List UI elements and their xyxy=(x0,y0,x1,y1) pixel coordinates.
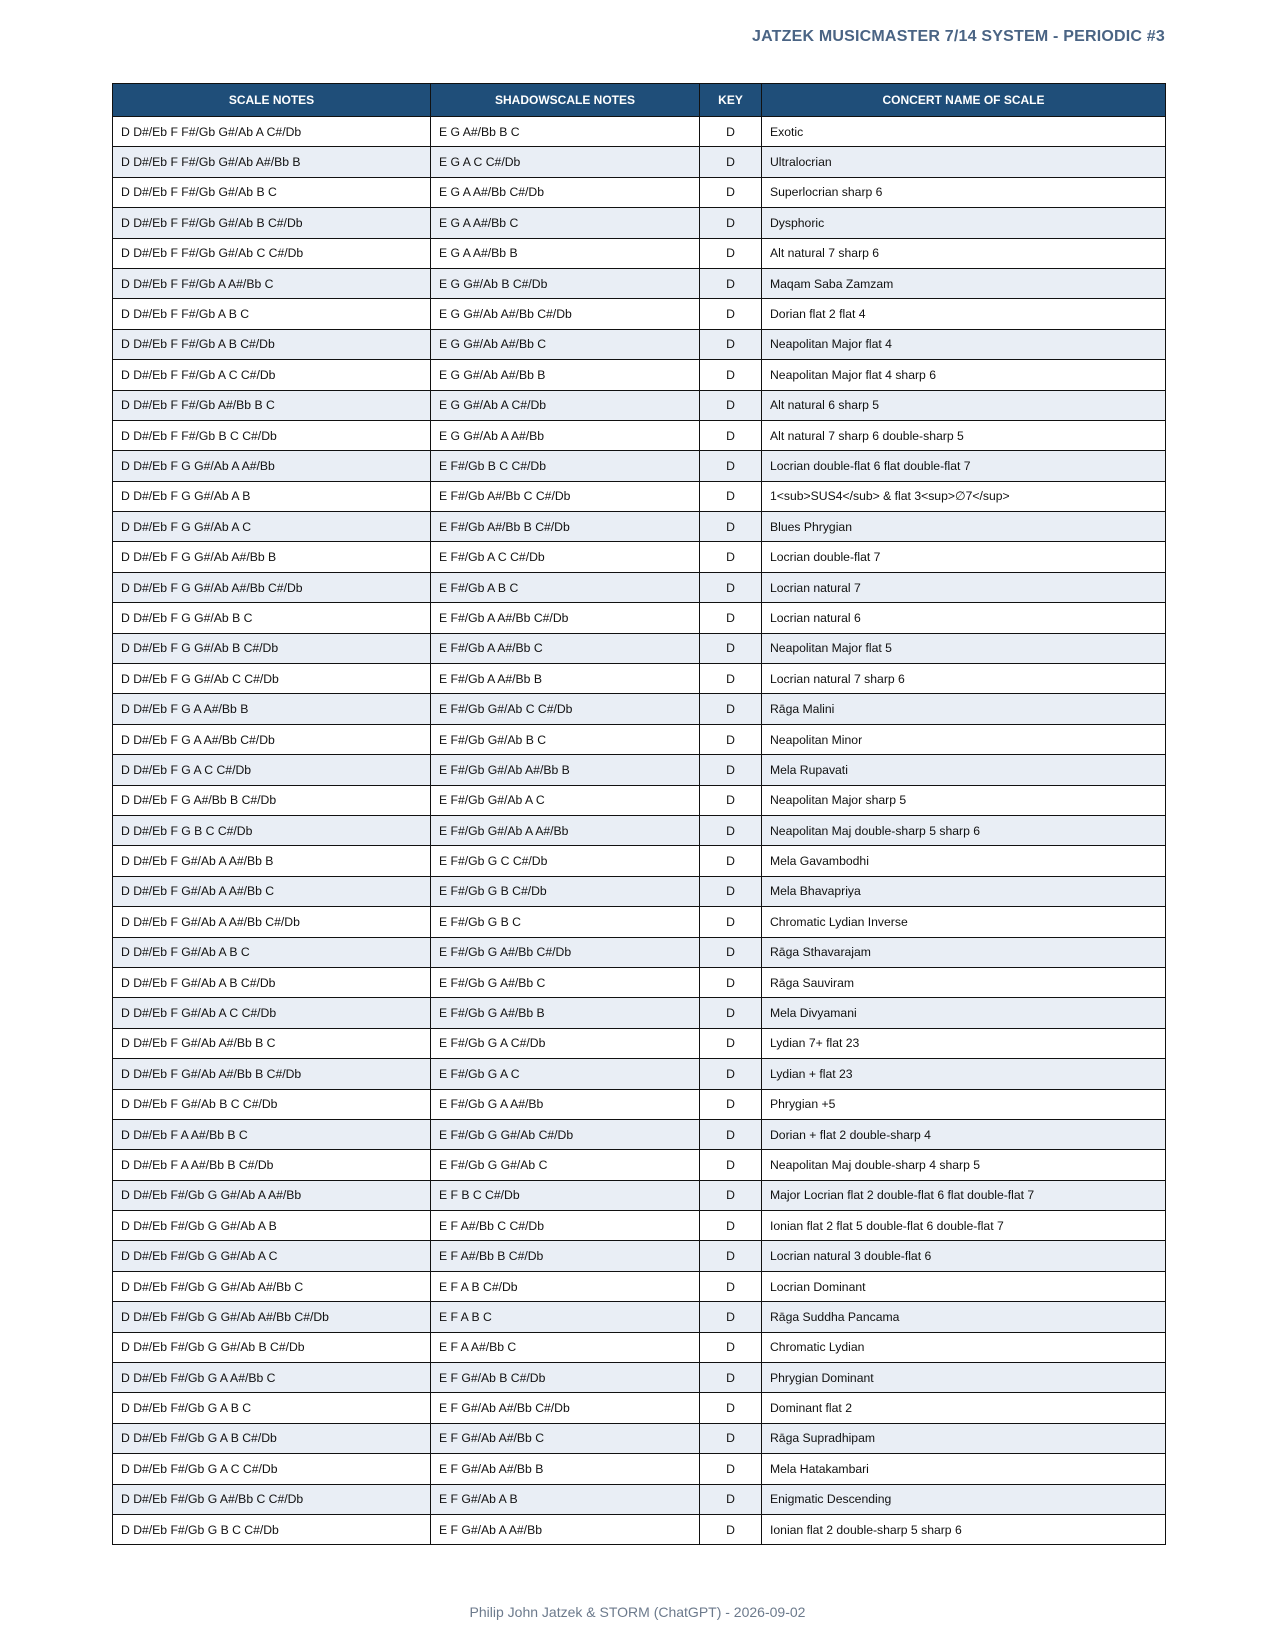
scale-notes-cell: D D#/Eb F F#/Gb B C C#/Db xyxy=(113,420,431,450)
shadowscale-notes-cell: E F#/Gb A A#/Bb B xyxy=(431,664,700,694)
key-cell: D xyxy=(700,512,762,542)
concert-name-cell: Enigmatic Descending xyxy=(762,1484,1166,1514)
concert-name-cell: Neapolitan Major flat 4 xyxy=(762,329,1166,359)
table-row xyxy=(113,360,1166,390)
scale-notes-cell: D D#/Eb F#/Gb G A B C xyxy=(113,1393,431,1423)
scale-notes-cell: D D#/Eb F F#/Gb A#/Bb B C xyxy=(113,390,431,420)
concert-name-cell: Mela Bhavapriya xyxy=(762,876,1166,906)
shadowscale-notes-cell: E G A C C#/Db xyxy=(431,147,700,177)
table-row xyxy=(113,876,1166,906)
key-cell: D xyxy=(700,1454,762,1484)
scale-notes-cell: D D#/Eb F#/Gb G G#/Ab B C#/Db xyxy=(113,1332,431,1362)
concert-name-cell: Rāga Supradhipam xyxy=(762,1423,1166,1453)
scale-notes-cell: D D#/Eb F G A A#/Bb B xyxy=(113,694,431,724)
shadowscale-notes-cell: E F G#/Ab A#/Bb C#/Db xyxy=(431,1393,700,1423)
table-row xyxy=(113,542,1166,572)
table-row xyxy=(113,1180,1166,1210)
table-row xyxy=(113,1423,1166,1453)
concert-name-cell: Ionian flat 2 double-sharp 5 sharp 6 xyxy=(762,1514,1166,1544)
shadowscale-notes-cell: E G G#/Ab A A#/Bb xyxy=(431,420,700,450)
concert-name-cell: Dorian + flat 2 double-sharp 4 xyxy=(762,1119,1166,1149)
key-cell: D xyxy=(700,147,762,177)
concert-name-cell: Alt natural 7 sharp 6 xyxy=(762,238,1166,268)
key-cell: D xyxy=(700,299,762,329)
scale-notes-cell: D D#/Eb F#/Gb G B C C#/Db xyxy=(113,1514,431,1544)
key-cell: D xyxy=(700,1271,762,1301)
scale-notes-cell: D D#/Eb F G G#/Ab B C xyxy=(113,603,431,633)
key-cell: D xyxy=(700,481,762,511)
concert-name-cell: Phrygian +5 xyxy=(762,1089,1166,1119)
document-footer: Philip John Jatzek & STORM (ChatGPT) - 2026-09-02 xyxy=(469,1604,806,1620)
scale-notes-cell: D D#/Eb F F#/Gb A C C#/Db xyxy=(113,360,431,390)
shadowscale-notes-cell: E F A B C#/Db xyxy=(431,1271,700,1301)
key-cell: D xyxy=(700,633,762,663)
scale-notes-cell: D D#/Eb F F#/Gb G#/Ab B C xyxy=(113,177,431,207)
table-row xyxy=(113,329,1166,359)
table-row xyxy=(113,785,1166,815)
scale-notes-cell: D D#/Eb F F#/Gb A B C#/Db xyxy=(113,329,431,359)
shadowscale-notes-cell: E F G#/Ab B C#/Db xyxy=(431,1363,700,1393)
concert-name-cell: Rāga Suddha Pancama xyxy=(762,1302,1166,1332)
table-row xyxy=(113,572,1166,602)
key-cell: D xyxy=(700,1423,762,1453)
table-row xyxy=(113,755,1166,785)
table-row xyxy=(113,724,1166,754)
scale-notes-cell: D D#/Eb F G#/Ab B C C#/Db xyxy=(113,1089,431,1119)
shadowscale-notes-cell: E F A#/Bb B C#/Db xyxy=(431,1241,700,1271)
scale-notes-cell: D D#/Eb F G G#/Ab A#/Bb C#/Db xyxy=(113,572,431,602)
shadowscale-notes-cell: E F#/Gb G#/Ab C C#/Db xyxy=(431,694,700,724)
shadowscale-notes-cell: E F#/Gb G A#/Bb C#/Db xyxy=(431,937,700,967)
shadowscale-notes-cell: E G G#/Ab A#/Bb C#/Db xyxy=(431,299,700,329)
shadowscale-notes-cell: E F#/Gb G C C#/Db xyxy=(431,846,700,876)
shadowscale-notes-cell: E F G#/Ab A B xyxy=(431,1484,700,1514)
key-cell: D xyxy=(700,1332,762,1362)
concert-name-cell: Blues Phrygian xyxy=(762,512,1166,542)
shadowscale-notes-cell: E F G#/Ab A#/Bb C xyxy=(431,1423,700,1453)
key-cell: D xyxy=(700,451,762,481)
table-row xyxy=(113,1089,1166,1119)
shadowscale-notes-cell: E F#/Gb G A C#/Db xyxy=(431,1028,700,1058)
concert-name-cell: Chromatic Lydian xyxy=(762,1332,1166,1362)
key-cell: D xyxy=(700,1180,762,1210)
scale-notes-cell: D D#/Eb F G#/Ab A#/Bb B C xyxy=(113,1028,431,1058)
concert-name-cell: Locrian Dominant xyxy=(762,1271,1166,1301)
key-cell: D xyxy=(700,907,762,937)
concert-name-cell: 1<sub>SUS4</sub> & flat 3<sup>∅7</sup> xyxy=(762,481,1166,511)
scale-notes-cell: D D#/Eb F#/Gb G A#/Bb C C#/Db xyxy=(113,1484,431,1514)
shadowscale-notes-cell: E F#/Gb A#/Bb C C#/Db xyxy=(431,481,700,511)
key-cell: D xyxy=(700,420,762,450)
shadowscale-notes-cell: E G A A#/Bb C xyxy=(431,208,700,238)
shadowscale-notes-cell: E F#/Gb B C C#/Db xyxy=(431,451,700,481)
table-row xyxy=(113,512,1166,542)
table-row xyxy=(113,481,1166,511)
key-cell: D xyxy=(700,1028,762,1058)
scale-notes-cell: D D#/Eb F F#/Gb A B C xyxy=(113,299,431,329)
concert-name-cell: Neapolitan Maj double-sharp 5 sharp 6 xyxy=(762,815,1166,845)
concert-name-cell: Lydian 7+ flat 23 xyxy=(762,1028,1166,1058)
scale-notes-cell: D D#/Eb F G#/Ab A B C xyxy=(113,937,431,967)
scale-notes-cell: D D#/Eb F G G#/Ab A B xyxy=(113,481,431,511)
scale-notes-cell: D D#/Eb F G A A#/Bb C#/Db xyxy=(113,724,431,754)
table-row xyxy=(113,238,1166,268)
table-row xyxy=(113,1241,1166,1271)
scale-notes-cell: D D#/Eb F F#/Gb G#/Ab A C#/Db xyxy=(113,117,431,147)
shadowscale-notes-cell: E F B C C#/Db xyxy=(431,1180,700,1210)
shadowscale-notes-cell: E F#/Gb G A#/Bb C xyxy=(431,967,700,997)
concert-name-cell: Neapolitan Minor xyxy=(762,724,1166,754)
concert-name-cell: Locrian natural 7 xyxy=(762,572,1166,602)
table-row xyxy=(113,664,1166,694)
concert-name-cell: Rāga Malini xyxy=(762,694,1166,724)
key-cell: D xyxy=(700,1150,762,1180)
scale-notes-cell: D D#/Eb F G#/Ab A#/Bb B C#/Db xyxy=(113,1059,431,1089)
scale-notes-cell: D D#/Eb F#/Gb G A C C#/Db xyxy=(113,1454,431,1484)
table-header-row xyxy=(113,84,1166,117)
key-cell: D xyxy=(700,1211,762,1241)
shadowscale-notes-cell: E F#/Gb G A C xyxy=(431,1059,700,1089)
table-row xyxy=(113,937,1166,967)
column-header-scale-notes: SCALE NOTES xyxy=(113,84,431,117)
shadowscale-notes-cell: E G G#/Ab A#/Bb B xyxy=(431,360,700,390)
shadowscale-notes-cell: E F#/Gb G A A#/Bb xyxy=(431,1089,700,1119)
shadowscale-notes-cell: E F#/Gb G B C xyxy=(431,907,700,937)
table-row xyxy=(113,846,1166,876)
scale-notes-cell: D D#/Eb F G G#/Ab A C xyxy=(113,512,431,542)
table-row xyxy=(113,268,1166,298)
concert-name-cell: Locrian natural 3 double-flat 6 xyxy=(762,1241,1166,1271)
key-cell: D xyxy=(700,937,762,967)
table-row xyxy=(113,1484,1166,1514)
key-cell: D xyxy=(700,876,762,906)
scale-notes-cell: D D#/Eb F G G#/Ab A#/Bb B xyxy=(113,542,431,572)
concert-name-cell: Ionian flat 2 flat 5 double-flat 6 double-flat 7 xyxy=(762,1211,1166,1241)
shadowscale-notes-cell: E G A A#/Bb C#/Db xyxy=(431,177,700,207)
concert-name-cell: Superlocrian sharp 6 xyxy=(762,177,1166,207)
scales-table xyxy=(112,83,1166,1545)
scale-notes-cell: D D#/Eb F#/Gb G G#/Ab A A#/Bb xyxy=(113,1180,431,1210)
table-row xyxy=(113,907,1166,937)
table-row xyxy=(113,1150,1166,1180)
table-row xyxy=(113,1514,1166,1544)
key-cell: D xyxy=(700,785,762,815)
table-row xyxy=(113,390,1166,420)
key-cell: D xyxy=(700,177,762,207)
table-row xyxy=(113,1211,1166,1241)
concert-name-cell: Rāga Sthavarajam xyxy=(762,937,1166,967)
shadowscale-notes-cell: E F#/Gb G A#/Bb B xyxy=(431,998,700,1028)
table-row xyxy=(113,1393,1166,1423)
scale-notes-cell: D D#/Eb F#/Gb G A B C#/Db xyxy=(113,1423,431,1453)
key-cell: D xyxy=(700,998,762,1028)
table-row xyxy=(113,147,1166,177)
concert-name-cell: Mela Rupavati xyxy=(762,755,1166,785)
table-body xyxy=(113,117,1166,1545)
table-row xyxy=(113,420,1166,450)
scale-notes-cell: D D#/Eb F G G#/Ab A A#/Bb xyxy=(113,451,431,481)
concert-name-cell: Rāga Sauviram xyxy=(762,967,1166,997)
shadowscale-notes-cell: E F A B C xyxy=(431,1302,700,1332)
key-cell: D xyxy=(700,542,762,572)
shadowscale-notes-cell: E G A A#/Bb B xyxy=(431,238,700,268)
scale-notes-cell: D D#/Eb F G G#/Ab C C#/Db xyxy=(113,664,431,694)
concert-name-cell: Maqam Saba Zamzam xyxy=(762,268,1166,298)
scale-notes-cell: D D#/Eb F G#/Ab A B C#/Db xyxy=(113,967,431,997)
table-row xyxy=(113,603,1166,633)
shadowscale-notes-cell: E F#/Gb G#/Ab A A#/Bb xyxy=(431,815,700,845)
document-title: JATZEK MUSICMASTER 7/14 SYSTEM - PERIODIC #3 xyxy=(751,28,1165,45)
table-row xyxy=(113,1028,1166,1058)
concert-name-cell: Neapolitan Major flat 5 xyxy=(762,633,1166,663)
concert-name-cell: Lydian + flat 23 xyxy=(762,1059,1166,1089)
scale-notes-cell: D D#/Eb F F#/Gb A A#/Bb C xyxy=(113,268,431,298)
table-row xyxy=(113,208,1166,238)
concert-name-cell: Alt natural 6 sharp 5 xyxy=(762,390,1166,420)
table-row xyxy=(113,1059,1166,1089)
concert-name-cell: Neapolitan Maj double-sharp 4 sharp 5 xyxy=(762,1150,1166,1180)
concert-name-cell: Neapolitan Major flat 4 sharp 6 xyxy=(762,360,1166,390)
table-row xyxy=(113,815,1166,845)
shadowscale-notes-cell: E F A#/Bb C C#/Db xyxy=(431,1211,700,1241)
table-row xyxy=(113,1271,1166,1301)
concert-name-cell: Exotic xyxy=(762,117,1166,147)
table-row xyxy=(113,1454,1166,1484)
key-cell: D xyxy=(700,572,762,602)
key-cell: D xyxy=(700,1089,762,1119)
table-row xyxy=(113,117,1166,147)
scale-notes-cell: D D#/Eb F G#/Ab A A#/Bb B xyxy=(113,846,431,876)
table-row xyxy=(113,1332,1166,1362)
key-cell: D xyxy=(700,846,762,876)
key-cell: D xyxy=(700,208,762,238)
table-row xyxy=(113,1119,1166,1149)
column-header-key: KEY xyxy=(700,84,762,117)
scale-notes-cell: D D#/Eb F G A#/Bb B C#/Db xyxy=(113,785,431,815)
scale-notes-cell: D D#/Eb F F#/Gb G#/Ab C C#/Db xyxy=(113,238,431,268)
concert-name-cell: Mela Gavambodhi xyxy=(762,846,1166,876)
key-cell: D xyxy=(700,1119,762,1149)
table-row xyxy=(113,1302,1166,1332)
concert-name-cell: Dorian flat 2 flat 4 xyxy=(762,299,1166,329)
key-cell: D xyxy=(700,390,762,420)
shadowscale-notes-cell: E F A A#/Bb C xyxy=(431,1332,700,1362)
shadowscale-notes-cell: E F#/Gb A A#/Bb C xyxy=(431,633,700,663)
concert-name-cell: Phrygian Dominant xyxy=(762,1363,1166,1393)
shadowscale-notes-cell: E F#/Gb G#/Ab A#/Bb B xyxy=(431,755,700,785)
concert-name-cell: Dysphoric xyxy=(762,208,1166,238)
key-cell: D xyxy=(700,603,762,633)
concert-name-cell: Alt natural 7 sharp 6 double-sharp 5 xyxy=(762,420,1166,450)
table-row xyxy=(113,177,1166,207)
shadowscale-notes-cell: E G G#/Ab A#/Bb C xyxy=(431,329,700,359)
shadowscale-notes-cell: E F#/Gb G B C#/Db xyxy=(431,876,700,906)
key-cell: D xyxy=(700,694,762,724)
key-cell: D xyxy=(700,1363,762,1393)
shadowscale-notes-cell: E G G#/Ab A C#/Db xyxy=(431,390,700,420)
key-cell: D xyxy=(700,238,762,268)
key-cell: D xyxy=(700,1241,762,1271)
key-cell: D xyxy=(700,724,762,754)
scale-notes-cell: D D#/Eb F#/Gb G A A#/Bb C xyxy=(113,1363,431,1393)
table-row xyxy=(113,694,1166,724)
table-row xyxy=(113,998,1166,1028)
scale-notes-cell: D D#/Eb F F#/Gb G#/Ab B C#/Db xyxy=(113,208,431,238)
concert-name-cell: Major Locrian flat 2 double-flat 6 flat double-flat 7 xyxy=(762,1180,1166,1210)
scale-notes-cell: D D#/Eb F G A C C#/Db xyxy=(113,755,431,785)
shadowscale-notes-cell: E F#/Gb A A#/Bb C#/Db xyxy=(431,603,700,633)
concert-name-cell: Locrian natural 6 xyxy=(762,603,1166,633)
shadowscale-notes-cell: E F#/Gb G#/Ab B C xyxy=(431,724,700,754)
key-cell: D xyxy=(700,329,762,359)
scale-notes-cell: D D#/Eb F G B C C#/Db xyxy=(113,815,431,845)
key-cell: D xyxy=(700,268,762,298)
concert-name-cell: Dominant flat 2 xyxy=(762,1393,1166,1423)
concert-name-cell: Ultralocrian xyxy=(762,147,1166,177)
scale-notes-cell: D D#/Eb F#/Gb G G#/Ab A#/Bb C xyxy=(113,1271,431,1301)
scale-notes-cell: D D#/Eb F#/Gb G G#/Ab A B xyxy=(113,1211,431,1241)
shadowscale-notes-cell: E G G#/Ab B C#/Db xyxy=(431,268,700,298)
shadowscale-notes-cell: E F#/Gb G#/Ab A C xyxy=(431,785,700,815)
key-cell: D xyxy=(700,1514,762,1544)
table-row xyxy=(113,1363,1166,1393)
column-header-shadowscale-notes: SHADOWSCALE NOTES xyxy=(431,84,700,117)
concert-name-cell: Mela Divyamani xyxy=(762,998,1166,1028)
scale-notes-cell: D D#/Eb F#/Gb G G#/Ab A#/Bb C#/Db xyxy=(113,1302,431,1332)
shadowscale-notes-cell: E F#/Gb G G#/Ab C#/Db xyxy=(431,1119,700,1149)
scale-notes-cell: D D#/Eb F G G#/Ab B C#/Db xyxy=(113,633,431,663)
shadowscale-notes-cell: E F#/Gb G G#/Ab C xyxy=(431,1150,700,1180)
key-cell: D xyxy=(700,1059,762,1089)
scale-notes-cell: D D#/Eb F G#/Ab A C C#/Db xyxy=(113,998,431,1028)
concert-name-cell: Locrian natural 7 sharp 6 xyxy=(762,664,1166,694)
key-cell: D xyxy=(700,815,762,845)
key-cell: D xyxy=(700,664,762,694)
key-cell: D xyxy=(700,1302,762,1332)
shadowscale-notes-cell: E G A#/Bb B C xyxy=(431,117,700,147)
key-cell: D xyxy=(700,1484,762,1514)
concert-name-cell: Chromatic Lydian Inverse xyxy=(762,907,1166,937)
concert-name-cell: Neapolitan Major sharp 5 xyxy=(762,785,1166,815)
scale-notes-cell: D D#/Eb F G#/Ab A A#/Bb C xyxy=(113,876,431,906)
shadowscale-notes-cell: E F#/Gb A B C xyxy=(431,572,700,602)
column-header-concert-name: CONCERT NAME OF SCALE xyxy=(762,84,1166,117)
concert-name-cell: Locrian double-flat 6 flat double-flat 7 xyxy=(762,451,1166,481)
key-cell: D xyxy=(700,117,762,147)
scale-notes-cell: D D#/Eb F G#/Ab A A#/Bb C#/Db xyxy=(113,907,431,937)
table-row xyxy=(113,299,1166,329)
concert-name-cell: Locrian double-flat 7 xyxy=(762,542,1166,572)
table-row xyxy=(113,967,1166,997)
key-cell: D xyxy=(700,1393,762,1423)
concert-name-cell: Mela Hatakambari xyxy=(762,1454,1166,1484)
shadowscale-notes-cell: E F#/Gb A#/Bb B C#/Db xyxy=(431,512,700,542)
scale-notes-cell: D D#/Eb F F#/Gb G#/Ab A#/Bb B xyxy=(113,147,431,177)
scale-notes-cell: D D#/Eb F A A#/Bb B C xyxy=(113,1119,431,1149)
key-cell: D xyxy=(700,755,762,785)
table-row xyxy=(113,633,1166,663)
shadowscale-notes-cell: E F#/Gb A C C#/Db xyxy=(431,542,700,572)
scale-notes-cell: D D#/Eb F#/Gb G G#/Ab A C xyxy=(113,1241,431,1271)
key-cell: D xyxy=(700,967,762,997)
key-cell: D xyxy=(700,360,762,390)
scale-notes-cell: D D#/Eb F A A#/Bb B C#/Db xyxy=(113,1150,431,1180)
shadowscale-notes-cell: E F G#/Ab A A#/Bb xyxy=(431,1514,700,1544)
table-row xyxy=(113,451,1166,481)
shadowscale-notes-cell: E F G#/Ab A#/Bb B xyxy=(431,1454,700,1484)
